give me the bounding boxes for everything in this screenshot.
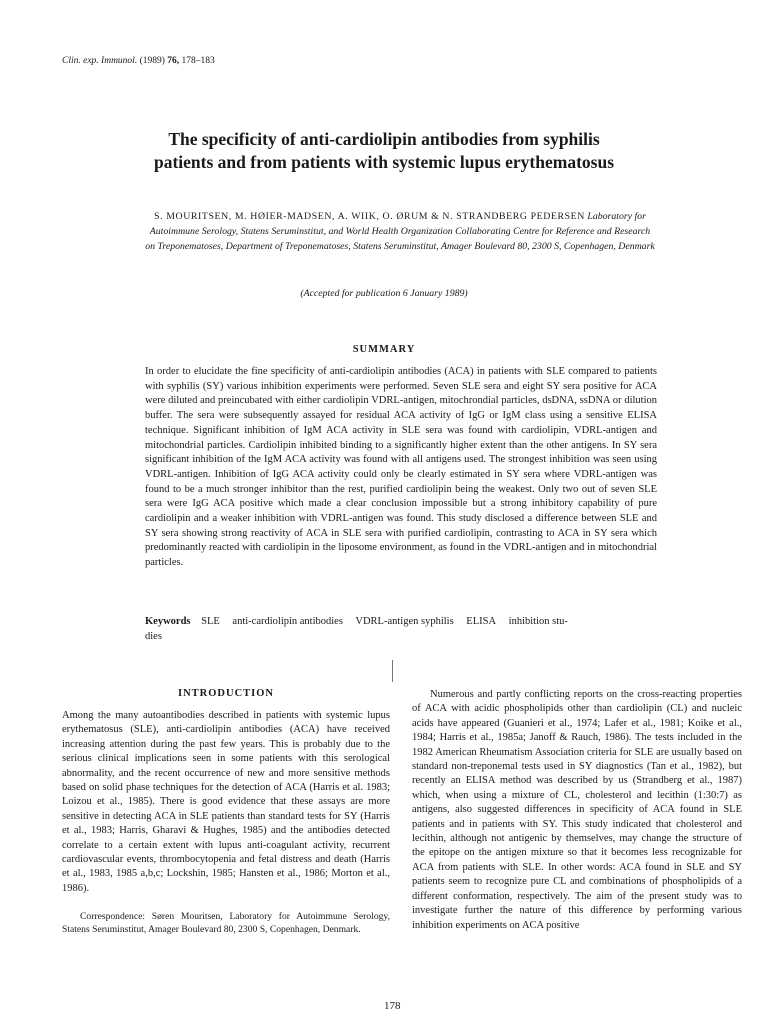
journal-citation bbox=[62, 56, 215, 66]
affiliation-line-2 bbox=[62, 224, 738, 239]
right-column-paragraph: Numerous and partly conflicting reports on the cross-reacting properties of ACA with acidic phospholipids other than cardiolipin (CL) and nucleic acids have appeared (Guanieri et al., 1974; Lafer et al., 1981; Koike et al., 1984; Harris et al., 1985a; Janoff & Rauch, 1986). The tests included in the 1982 American Rheumatism Association criteria for SLE are usually based on standard non-treponemal tests used in SY diagnostics (Tan et al., 1982), but recently an ELISA method was described by us (Strandberg et al., 1987) which, when using a mixture of CL, cholesterol and lecithin (1:30:7) as antigens, also suggested differences in specificity of ACA found in SLE patients and in patients with SY. This study indicated that cholesterol and lecithin, although not antigenic by themselves, may change the structure of the epitope on the antigen mixture so that it becomes less recognizable for ACA from patients with SLE. In other words: ACA found in SLE and SY patients seem to recognize pure CL and combinations of phospholipids of a different conformation, respectively. The aim of the present study was to investigate further the nature of this difference by performing various inhibition experiments on ACA positive bbox=[412, 689, 742, 931]
keyword-item: SLE bbox=[201, 616, 220, 627]
affiliation-line-3 bbox=[62, 239, 738, 254]
affiliation-start: Laboratory for bbox=[587, 211, 646, 222]
affiliation-text-2: Autoimmune Serology, Statens Seruminstitut, and World Health Organization Collaborating Centre for Reference and Research bbox=[149, 226, 651, 237]
journal-name: Clin. exp. Immunol. bbox=[62, 56, 138, 66]
title-line-2: patients and from patients with systemic lupus erythematosus bbox=[153, 152, 615, 172]
column-divider bbox=[392, 660, 393, 682]
affiliation-text-3: on Treponematoses, Department of Treponematoses, Statens Seruminstitut, Amager Boulevard 80, 2300 S, Copenhagen, Denmark bbox=[145, 241, 655, 252]
keyword-item: VDRL-antigen syphilis bbox=[355, 616, 454, 627]
keywords-label: Keywords bbox=[145, 616, 191, 627]
title-line-1: The specificity of anti-cardiolipin antibodies from syphilis bbox=[168, 129, 600, 149]
keyword-item: ELISA bbox=[466, 616, 497, 627]
keyword-continuation: dies bbox=[145, 630, 162, 642]
page-number: 178 bbox=[384, 1000, 401, 1012]
keyword-item: inhibition stu- bbox=[508, 616, 568, 627]
article-title bbox=[40, 128, 728, 174]
volume-number: 76, bbox=[167, 56, 180, 66]
introduction-paragraph: Among the many autoantibodies described in patients with systemic lupus erythematosus (SLE), anti-cardiolipin antibodies (ACA) have received increasing attention during the past few years. This is probably due to the serious clinical implications seen in some patients with this serological abnormality, and the recent occurrence of new and more sensitive methods based on solid phase techniques for the detection of ACA (Harris et al. 1983; Loizou et al., 1985). There is good evidence that these assays are more sensitive in detecting ACA in SLE patients than standard tests for SY (Harris et al., 1983; Harris, Gharavi & Hughes, 1985) and the antibodies detected correlate to a certain extent with lupus anti-coagulant activity, recurrent cardiovascular events, thrombocytopenia and fetal distress and death (Harris et al., 1983, 1985 a,b,c; Lockshin, 1985; Hansten et al., 1986; Morton et al., 1986). bbox=[62, 710, 390, 894]
keyword-item: anti-cardiolipin antibodies bbox=[232, 616, 343, 627]
left-column bbox=[62, 688, 390, 936]
page-range: 178–183 bbox=[181, 56, 215, 66]
introduction-heading: INTRODUCTION bbox=[177, 688, 274, 699]
summary-heading: SUMMARY bbox=[352, 344, 416, 355]
summary-text: In order to elucidate the fine specificity of anti-cardiolipin antibodies (ACA) in patients with SLE compared to patients with syphilis (SY) various inhibition experiments were performed. Seven SLE sera and eight SY sera positive for ACA were diluted and preincubated with either cardiolipin VDRL-antigen, mitochrondial particles, dsDNA, ssDNA or dilution buffer. The sera were subsequently assayed for residual ACA activity of IgG or IgM class using a sensitive ELISA technique. Significant inhibition of IgM ACA activity in SLE sera was found with cardiolipin, VDRL-antigen and mitochondrial particles. Cardiolipin inhibited binding to a significantly higher extent than the other antigens. In SY sera significant inhibition of the IgM ACA activity was found with all antigens used. The strongest inhibition was seen using VDRL-antigen. Inhibition of IgG ACA activity could only be clearly estimated in SY sera where VDRL-antigen was found to be a much stronger inhibitor than the rest, purified cardiolipin being the weakest. Only two out of seven SLE sera were IgG ACA positive which made a clear conclusion impossible but a strong inhibitory capability of pure cardiolipin and a weaker inhibition with VDRL-antigen was found. This study disclosed a difference between SLE and SY sera showing strong reactivity of ACA in SLE sera with purified cardiolipin, contrasting to ACA in SY sera which predominantly reacted with cardiolipin in the liposome environment, as found in the VDRL-antigen and in mitochondrial particles. bbox=[145, 366, 657, 569]
keywords bbox=[145, 615, 657, 644]
author-block bbox=[62, 209, 738, 254]
correspondence-note: Correspondence: Søren Mouritsen, Laboratory for Autoimmune Serology, Statens Seruminstitut, Amager Boulevard 80, 2300 S, Copenhagen, Denmark. bbox=[62, 911, 390, 936]
author-line-1 bbox=[62, 209, 738, 224]
author-names: S. MOURITSEN, M. HØIER-MADSEN, A. WIIK, O. ØRUM & N. STRANDBERG PEDERSEN bbox=[154, 211, 585, 222]
accepted-date: (Accepted for publication 6 January 1989) bbox=[300, 288, 468, 299]
right-column bbox=[412, 688, 742, 933]
publication-year: (1989) bbox=[139, 56, 165, 66]
